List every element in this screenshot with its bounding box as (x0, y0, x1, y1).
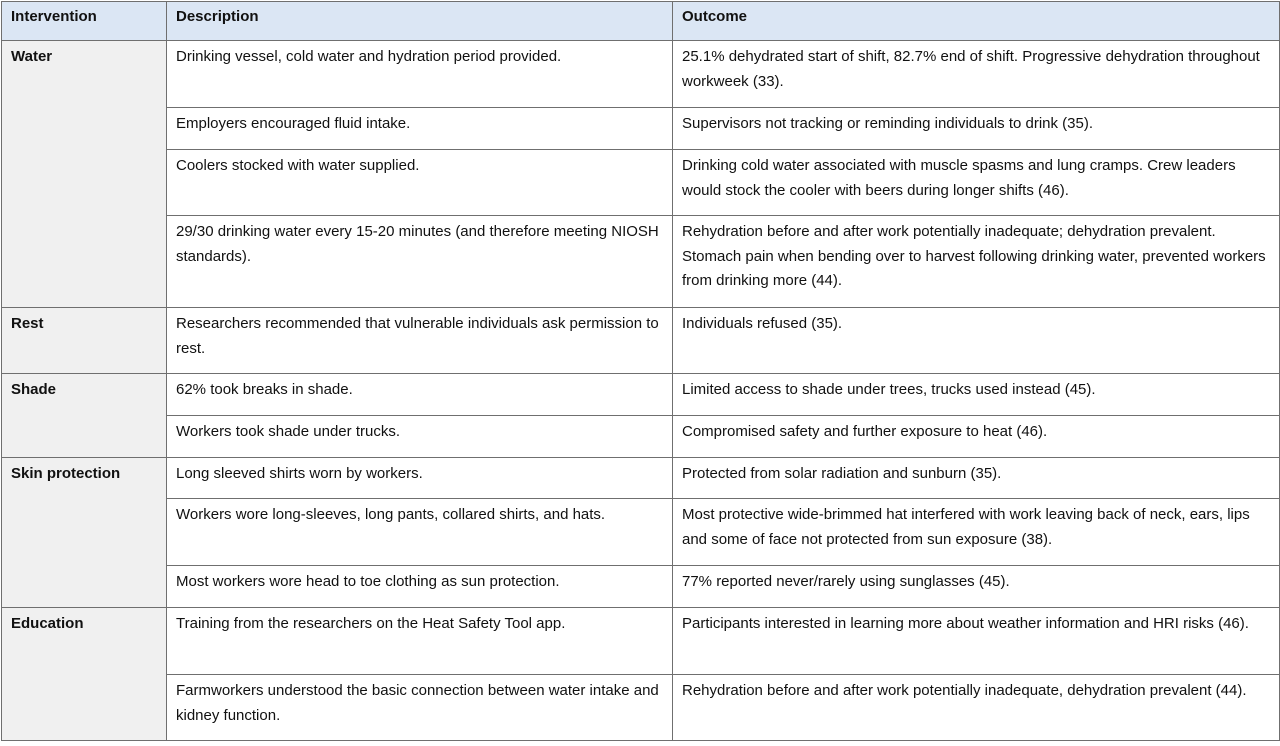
outcome-cell: Compromised safety and further exposure to heat (46). (673, 416, 1280, 458)
outcome-cell: Most protective wide-brimmed hat interfered with work leaving back of neck, ears, lips and some of face not protected from sun exposure (38). (673, 499, 1280, 566)
table-row (2, 566, 1280, 608)
description-cell: Long sleeved shirts worn by workers. (167, 458, 673, 499)
outcome-cell: Individuals refused (35). (673, 308, 1280, 374)
table-row (2, 108, 1280, 150)
outcome-cell: Supervisors not tracking or reminding individuals to drink (35). (673, 108, 1280, 150)
outcome-cell: Drinking cold water associated with muscle spasms and lung cramps. Crew leaders would stock the cooler with beers during longer shifts (46). (673, 150, 1280, 216)
description-cell: Coolers stocked with water supplied. (167, 150, 673, 216)
table-row (2, 416, 1280, 458)
outcome-cell: Limited access to shade under trees, trucks used instead (45). (673, 374, 1280, 416)
interventions-table (1, 1, 1280, 741)
table-row (2, 458, 1280, 499)
outcome-cell: Participants interested in learning more about weather information and HRI risks (46). (673, 608, 1280, 675)
description-cell: Workers wore long-sleeves, long pants, collared shirts, and hats. (167, 499, 673, 566)
outcome-cell: 25.1% dehydrated start of shift, 82.7% end of shift. Progressive dehydration throughout workweek (33). (673, 41, 1280, 108)
description-cell: 62% took breaks in shade. (167, 374, 673, 416)
description-cell: Most workers wore head to toe clothing as sun protection. (167, 566, 673, 608)
intervention-cell-education: Education (2, 608, 167, 741)
description-cell: Training from the researchers on the Heat Safety Tool app. (167, 608, 673, 675)
intervention-cell-rest: Rest (2, 308, 167, 374)
description-cell: Workers took shade under trucks. (167, 416, 673, 458)
header-row (2, 2, 1280, 41)
header-description: Description (167, 2, 673, 41)
table-row (2, 41, 1280, 108)
description-cell: Researchers recommended that vulnerable individuals ask permission to rest. (167, 308, 673, 374)
description-cell: Farmworkers understood the basic connection between water intake and kidney function. (167, 675, 673, 741)
outcome-cell: Rehydration before and after work potentially inadequate, dehydration prevalent (44). (673, 675, 1280, 741)
table-row (2, 216, 1280, 308)
table-row (2, 675, 1280, 741)
table-row (2, 608, 1280, 675)
description-cell: Employers encouraged fluid intake. (167, 108, 673, 150)
description-cell: 29/30 drinking water every 15-20 minutes (and therefore meeting NIOSH standards). (167, 216, 673, 308)
table-row (2, 499, 1280, 566)
header-intervention: Intervention (2, 2, 167, 41)
outcome-cell: Rehydration before and after work potentially inadequate; dehydration prevalent. Stomach pain when bending over to harvest following drinking water, prevented workers from drinking more (44). (673, 216, 1280, 308)
table-row (2, 150, 1280, 216)
description-cell: Drinking vessel, cold water and hydration period provided. (167, 41, 673, 108)
intervention-cell-water: Water (2, 41, 167, 308)
intervention-cell-skin-protection: Skin protection (2, 458, 167, 608)
header-outcome: Outcome (673, 2, 1280, 41)
intervention-cell-shade: Shade (2, 374, 167, 458)
table-row (2, 308, 1280, 374)
table-row (2, 374, 1280, 416)
outcome-cell: Protected from solar radiation and sunburn (35). (673, 458, 1280, 499)
outcome-cell: 77% reported never/rarely using sunglasses (45). (673, 566, 1280, 608)
